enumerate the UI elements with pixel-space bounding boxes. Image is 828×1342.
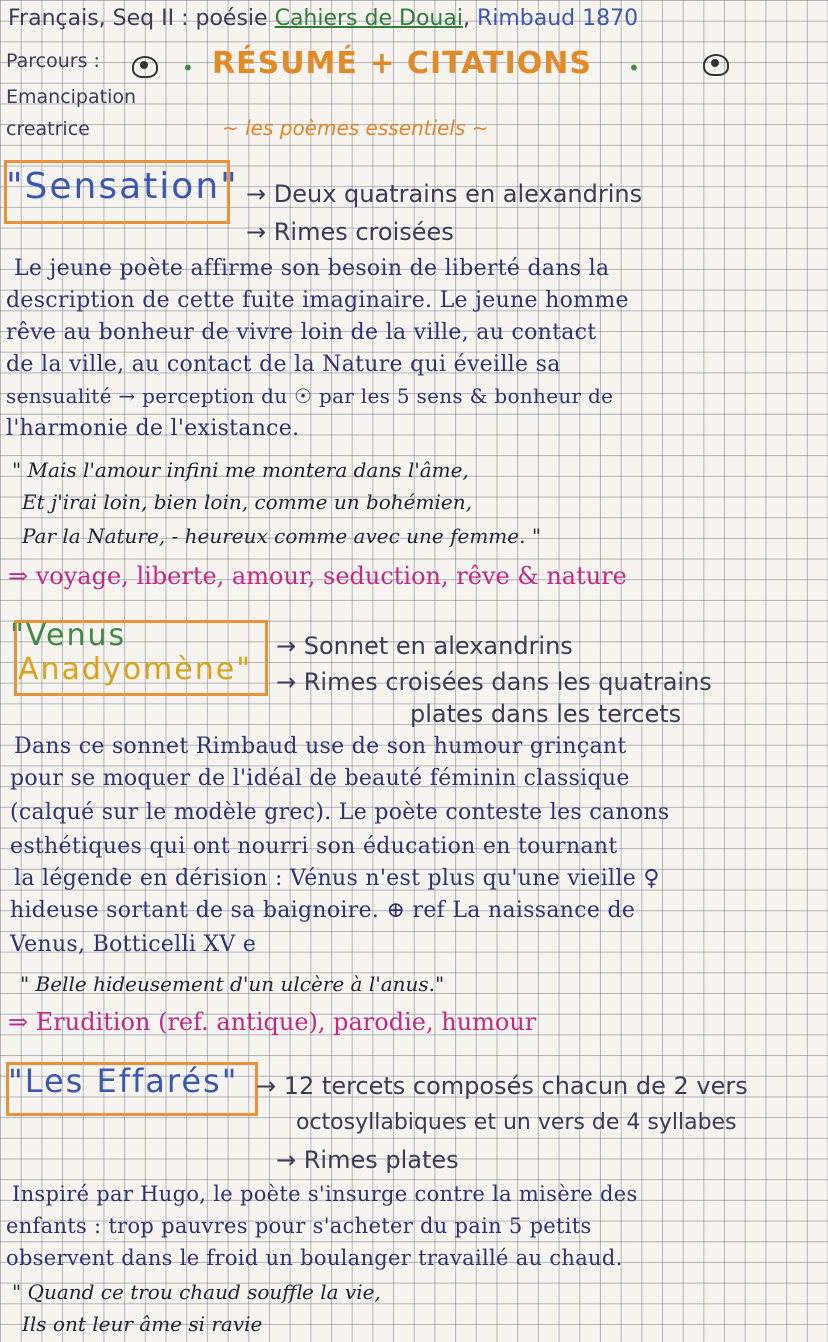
parcours-line-3: creatrice	[6, 118, 90, 140]
form-line: → Rimes plates	[276, 1146, 459, 1174]
quote-line: " Quand ce trou chaud souffle la vie,	[12, 1280, 381, 1304]
summary-line: enfants : trop pauvres pour s'acheter du pain 5 petits	[6, 1214, 592, 1238]
poem-title-effares: "Les Effarés"	[8, 1062, 239, 1100]
eye-icon	[703, 54, 729, 76]
form-line: → Deux quatrains en alexandrins	[246, 180, 643, 208]
summary-line: esthétiques qui ont nourri son éducation en tournant	[10, 834, 618, 859]
course-label: Français, Seq II : poésie	[8, 6, 268, 31]
summary-line: observent dans le froid un boulanger travaillé au chaud.	[6, 1246, 623, 1270]
summary-line: l'harmonie de l'existance.	[6, 416, 300, 441]
conclusion: ⇒ voyage, liberte, amour, seduction, rêve & nature	[8, 562, 627, 590]
form-line: octosyllabiques et un vers de 4 syllabes	[296, 1110, 737, 1135]
summary-line: de la ville, au contact de la Nature qui éveille sa	[6, 352, 561, 377]
header-line-1	[8, 6, 638, 31]
quote-line: Et j'irai loin, bien loin, comme un bohémien,	[22, 490, 472, 514]
summary-line: hideuse sortant de sa baignoire. ⊕ ref La naissance de	[10, 898, 636, 923]
summary-line: Le jeune poète affirme son besoin de liberté dans la	[14, 256, 610, 281]
summary-line: la légende en dérision : Vénus n'est plus qu'une vieille ♀	[14, 866, 660, 891]
work-title: Cahiers de Douai	[274, 6, 463, 31]
form-line: → Rimes croisées dans les quatrains	[276, 668, 712, 696]
main-title: RÉSUMÉ + CITATIONS	[212, 46, 592, 81]
bullet-icon: •	[628, 56, 640, 80]
form-line: → Rimes croisées	[246, 218, 454, 246]
summary-line: rêve au bonheur de vivre loin de la ville, au contact	[6, 320, 597, 345]
conclusion: ⇒ Erudition (ref. antique), parodie, humour	[8, 1008, 537, 1036]
summary-line: description de cette fuite imaginaire. Le jeune homme	[6, 288, 629, 313]
summary-line: pour se moquer de l'idéal de beauté féminin classique	[10, 766, 630, 791]
poem-title-anadyomene: Anadyomène"	[18, 652, 253, 687]
summary-line: sensualité → perception du ☉ par les 5 sens & bonheur de	[6, 384, 614, 408]
subtitle: ~ les poèmes essentiels ~	[222, 116, 489, 140]
summary-line: Dans ce sonnet Rimbaud use de son humour grinçant	[14, 734, 627, 759]
poem-title-venus: "Venus	[10, 618, 127, 653]
eye-icon	[132, 56, 158, 78]
quote-line: Ils ont leur âme si ravie	[22, 1312, 263, 1336]
form-line: → Sonnet en alexandrins	[276, 632, 573, 660]
summary-line: (calqué sur le modèle grec). Le poète conteste les canons	[10, 800, 670, 825]
summary-line: Venus, Botticelli XV e	[10, 932, 257, 957]
bullet-icon: •	[182, 56, 194, 80]
separator: ,	[462, 6, 470, 31]
summary-line: Inspiré par Hugo, le poète s'insurge contre la misère des	[12, 1182, 638, 1206]
poem-title-sensation: "Sensation"	[6, 166, 239, 207]
quote-line: Par la Nature, - heureux comme avec une femme. "	[22, 524, 542, 548]
form-line: plates dans les tercets	[410, 700, 682, 728]
form-line: → 12 tercets composés chacun de 2 vers	[256, 1072, 748, 1100]
quote-line: " Mais l'amour infini me montera dans l'âme,	[12, 458, 469, 482]
quote-line: " Belle hideusement d'un ulcère à l'anus."	[20, 972, 445, 996]
author-date: Rimbaud 1870	[476, 6, 639, 31]
parcours-line-2: Emancipation	[6, 86, 137, 108]
parcours-label: Parcours :	[6, 50, 100, 72]
